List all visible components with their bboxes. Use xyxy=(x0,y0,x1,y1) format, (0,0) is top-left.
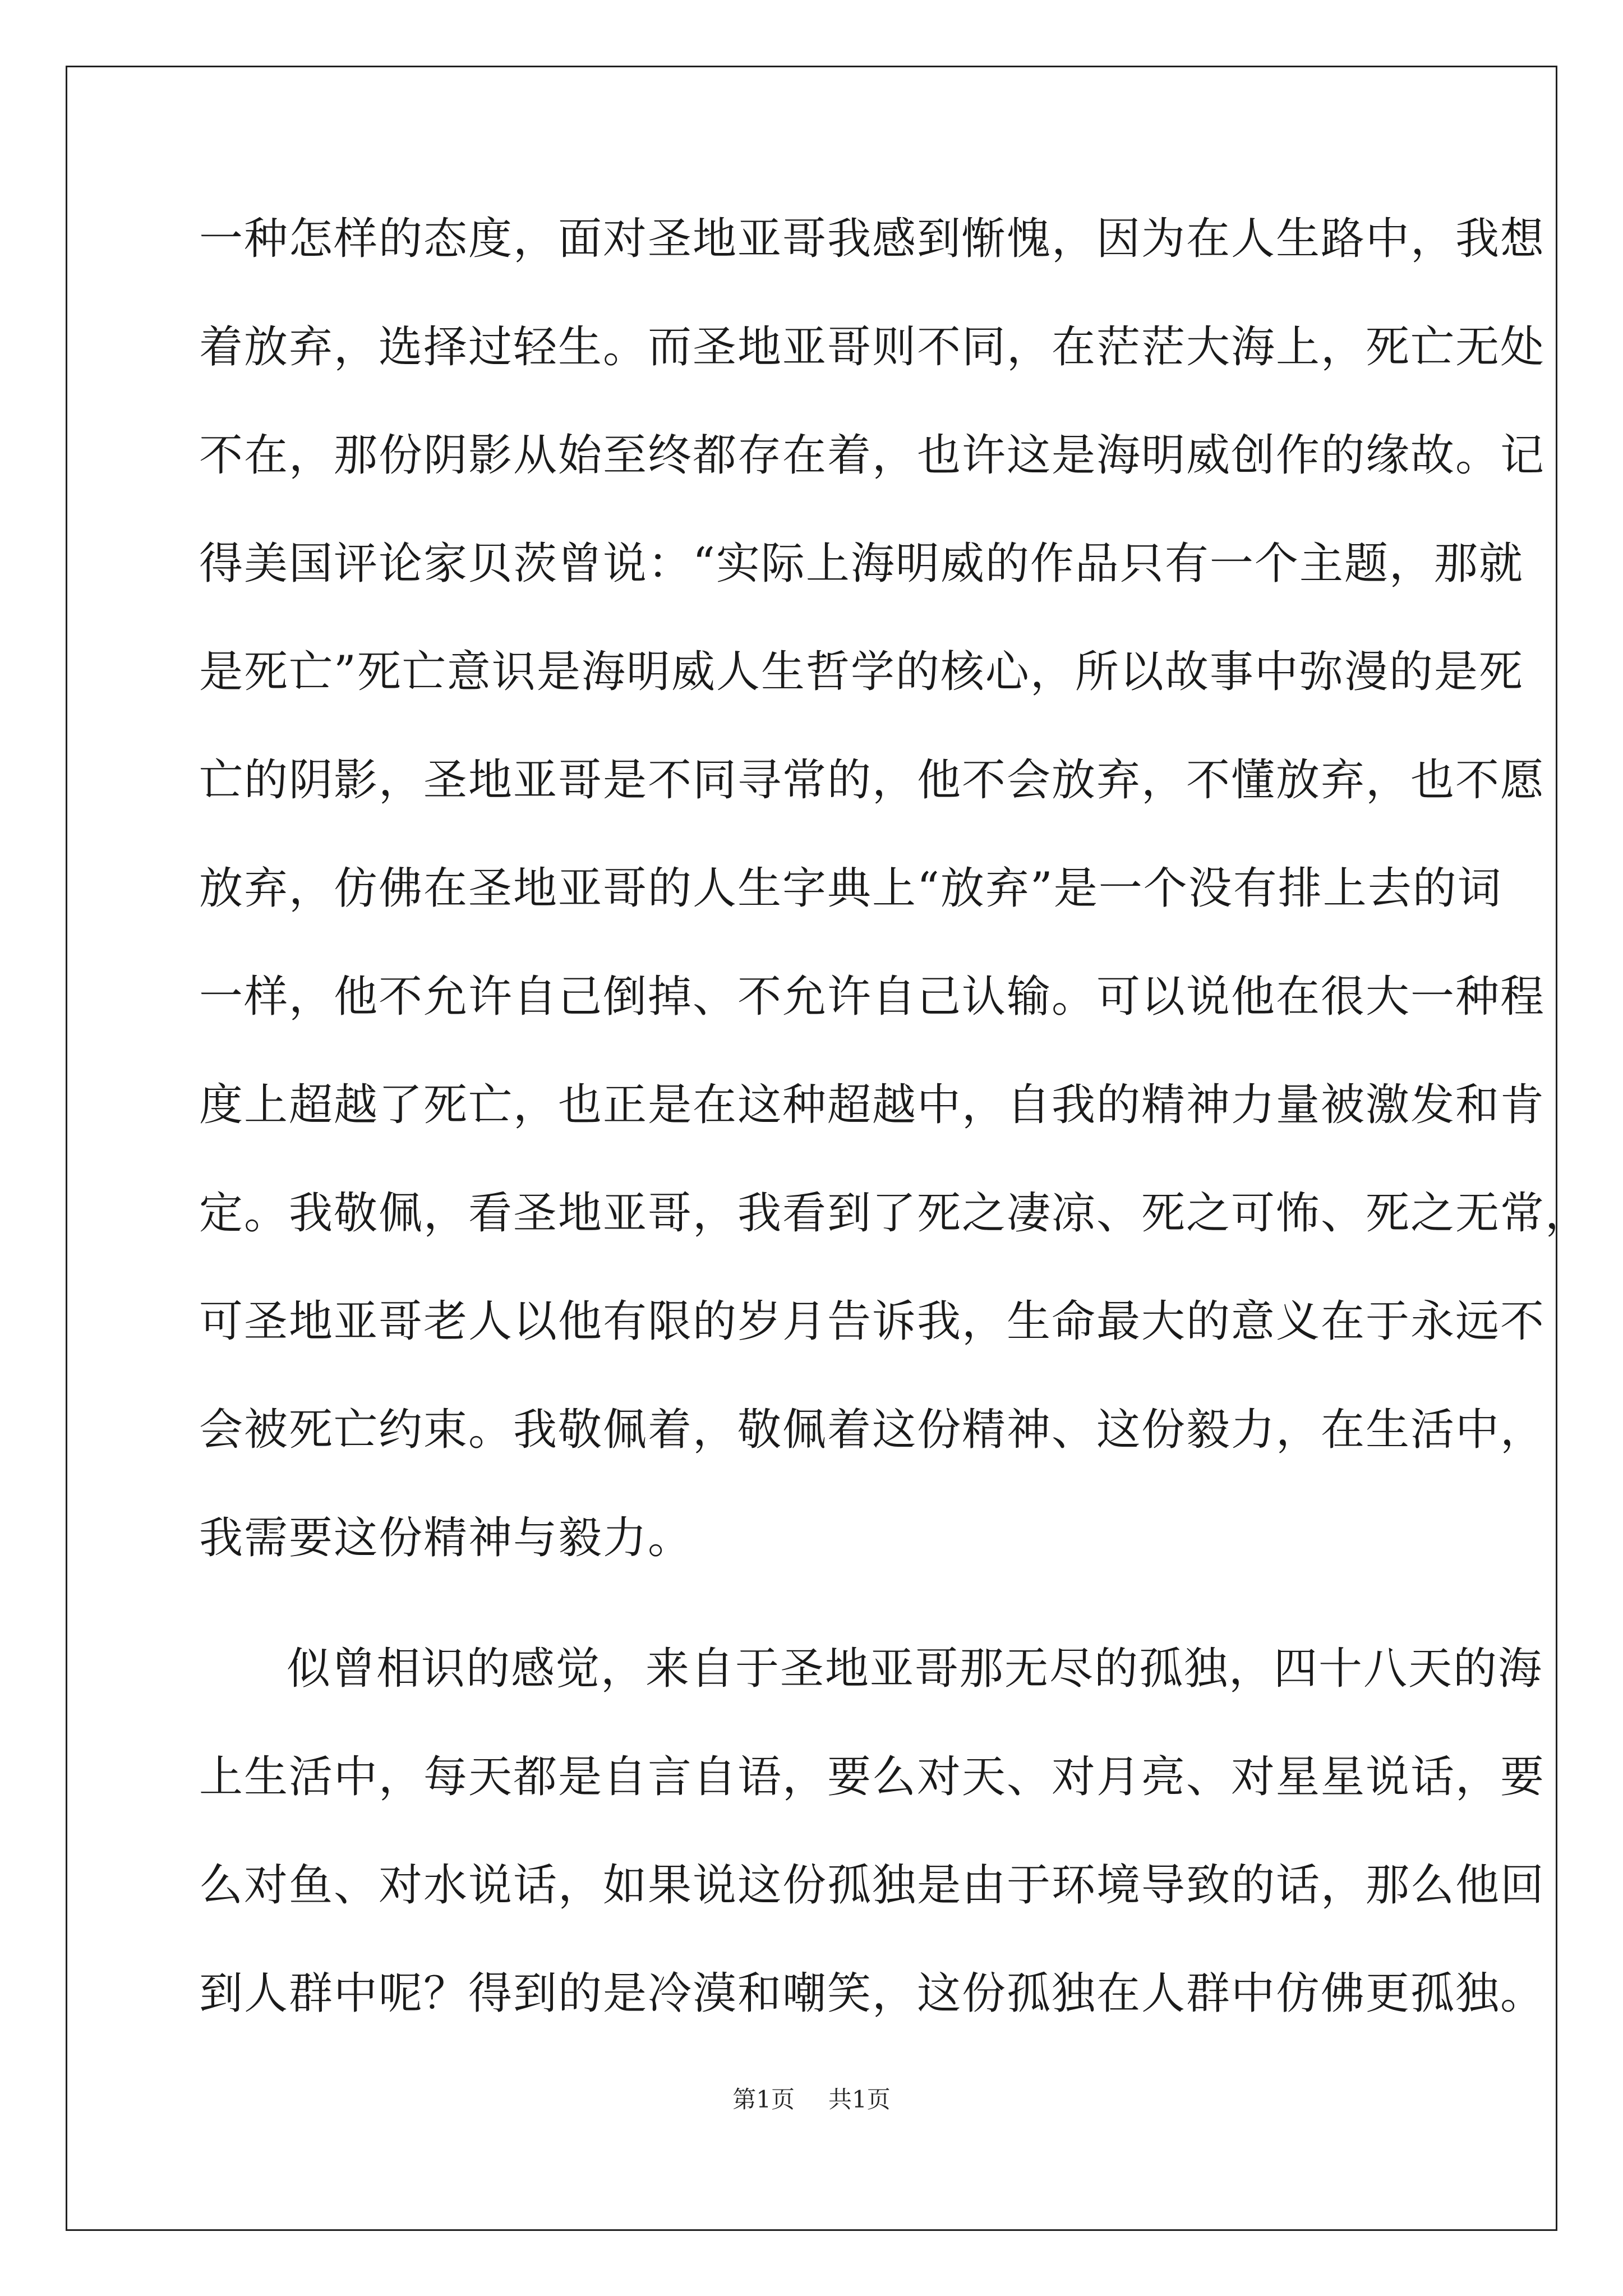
text-line: 是死亡”死亡意识是海明威人生哲学的核心，所以故事中弥漫的是死 xyxy=(199,647,1524,697)
text-line: 到人群中呢？得到的是冷漠和嘲笑，这份孤独在人群中仿佛更孤独。 xyxy=(199,1968,1546,2019)
text-line: 得美国评论家贝茨曾说：“实际上海明威的作品只有一个主题，那就 xyxy=(199,539,1524,589)
page-number-total: 共1页 xyxy=(828,2086,891,2113)
text-line: 么对鱼、对水说话，如果说这份孤独是由于环境导致的话，那么他回 xyxy=(199,1860,1546,1911)
paragraph-2 xyxy=(199,1615,1546,2048)
text-line: 似曾相识的感觉，来自于圣地亚哥那无尽的孤独，四十八天的海 xyxy=(287,1644,1543,1694)
text-line: 定。我敬佩，看圣地亚哥，我看到了死之凄凉、死之可怖、死之无常， xyxy=(199,1188,1590,1239)
paragraph-1 xyxy=(199,185,1590,1593)
page-footer xyxy=(0,2081,1623,2115)
text-line: 上生活中，每天都是自言自语，要么对天、对月亮、对星星说话，要 xyxy=(199,1752,1546,1802)
text-line: 度上超越了死亡，也正是在这种超越中，自我的精神力量被激发和肯 xyxy=(199,1080,1546,1130)
text-line: 着放弃，选择过轻生。而圣地亚哥则不同，在茫茫大海上，死亡无处 xyxy=(199,322,1546,372)
text-line: 一种怎样的态度，面对圣地亚哥我感到惭愧，因为在人生路中，我想 xyxy=(199,214,1546,264)
paragraph-spacer xyxy=(199,1593,1455,1615)
text-line: 不在，那份阴影从始至终都存在着，也许这是海明威创作的缘故。记 xyxy=(199,430,1546,481)
text-line: 亡的阴影，圣地亚哥是不同寻常的，他不会放弃，不懂放弃，也不愿 xyxy=(199,755,1546,806)
text-line: 会被死亡约束。我敬佩着，敬佩着这份精神、这份毅力，在生活中， xyxy=(199,1405,1546,1455)
text-line: 我需要这份精神与毅力。 xyxy=(199,1513,693,1563)
document-body xyxy=(199,185,1590,2048)
text-line: 可圣地亚哥老人以他有限的岁月告诉我，生命最大的意义在于永远不 xyxy=(199,1296,1546,1347)
text-line: 放弃，仿佛在圣地亚哥的人生字典上“放弃”是一个没有排上去的词 xyxy=(199,863,1502,914)
page-number-current: 第1页 xyxy=(732,2086,795,2113)
text-line: 一样，他不允许自己倒掉、不允许自己认输。可以说他在很大一种程 xyxy=(199,972,1546,1022)
